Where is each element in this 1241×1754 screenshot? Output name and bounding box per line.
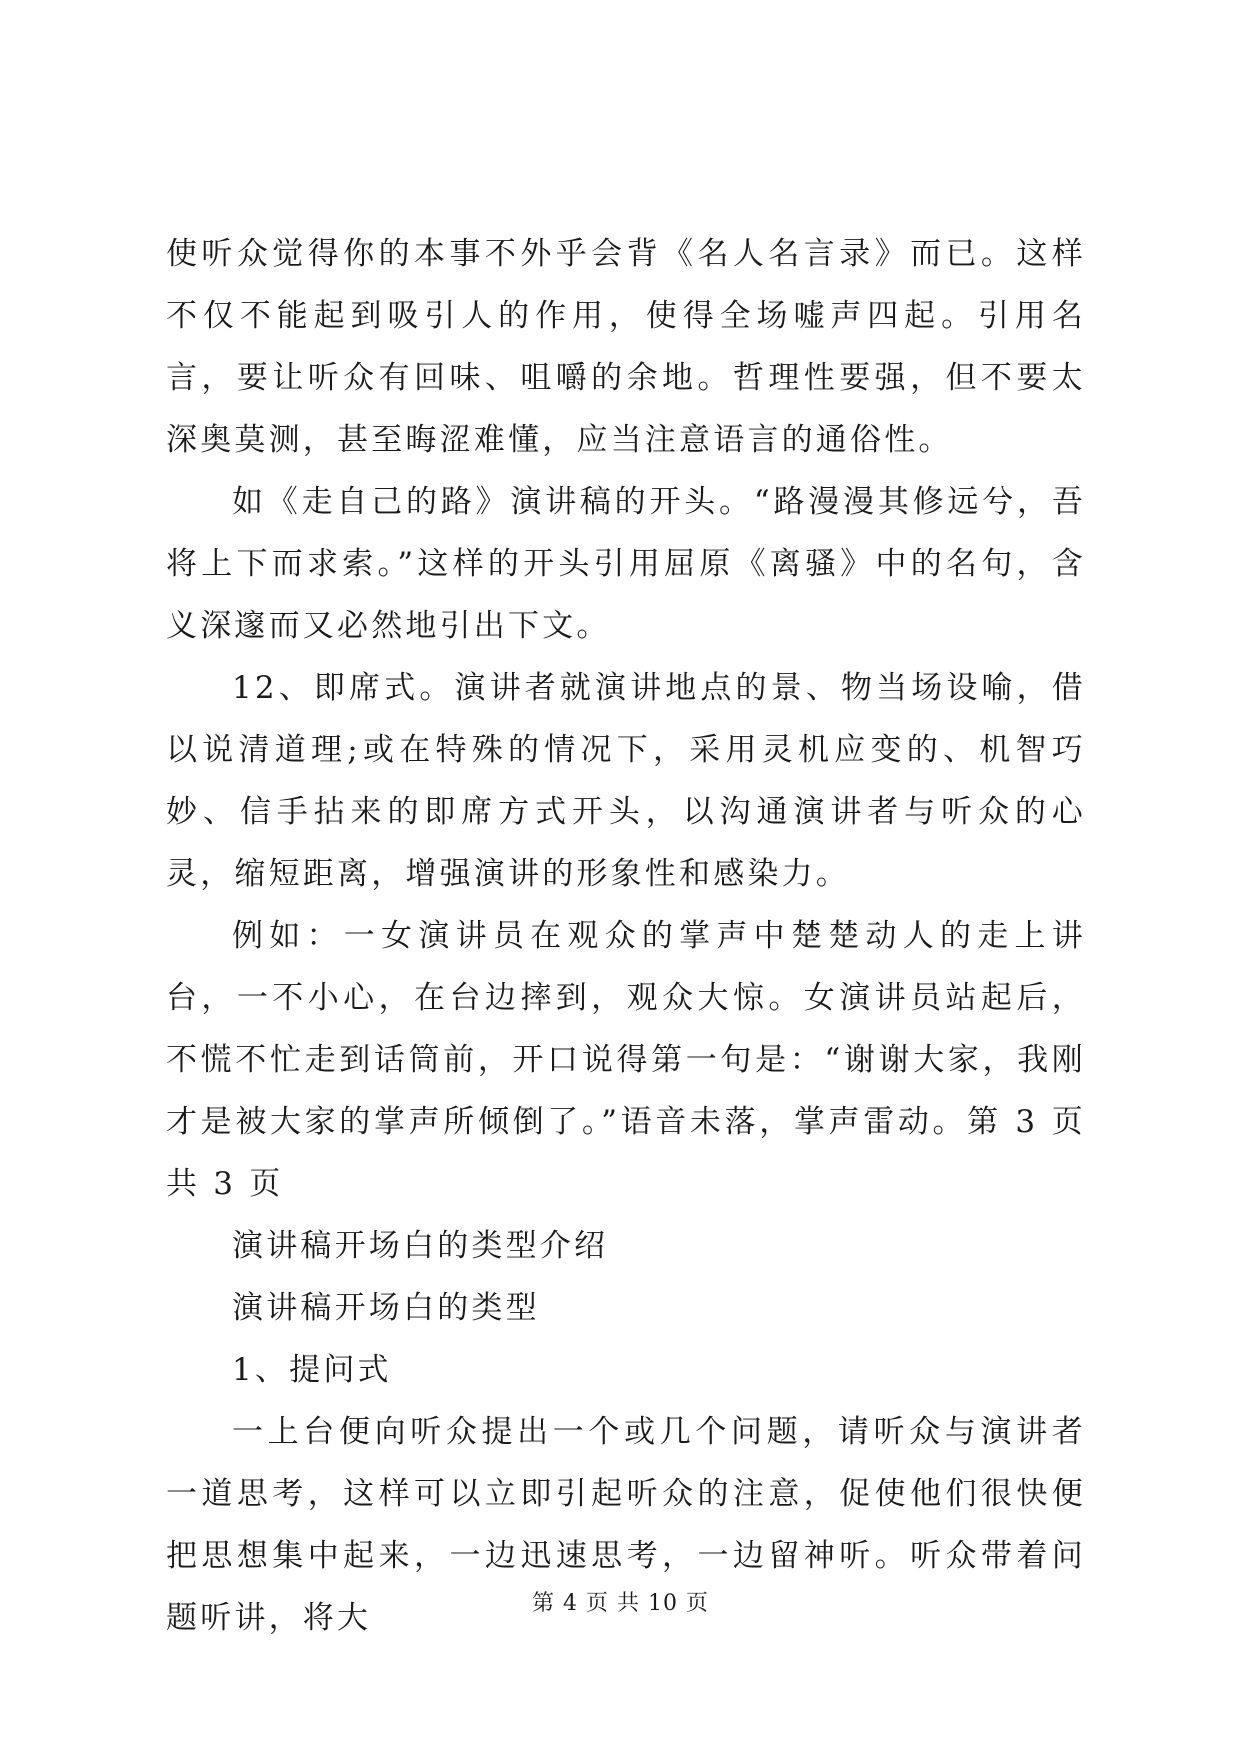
page-footer: 第 4 页 共 10 页 (532, 1591, 709, 1616)
paragraph: 12、即席式。演讲者就演讲地点的景、物当场设喻，借以说清道理;或在特殊的情况下，采用灵机应变的、机智巧妙、信手拈来的即席方式开头，以沟通演讲者与听众的心灵，缩短距离，增强演讲的形象性和感染力。 (166, 670, 1086, 892)
paragraph: 一上台便向听众提出一个或几个问题，请听众与演讲者一道思考，这样可以立即引起听众的注意，促使他们很快便把思想集中起来，一边迅速思考，一边留神听。听众带着问题听讲，将大 (166, 1414, 1086, 1636)
paragraph: 如《走自己的路》演讲稿的开头。“路漫漫其修远兮，吾将上下而求索。”这样的开头引用屈原《离骚》中的名句，含义深邃而又必然地引出下文。 (166, 484, 1086, 644)
paragraph: 例如：一女演讲员在观众的掌声中楚楚动人的走上讲台，一不小心，在台边摔到，观众大惊。女演讲员站起后，不慌不忙走到话筒前，开口说得第一句是：“谢谢大家，我刚才是被大家的掌声所倾倒了。”语音未落，掌声雷动。第 3 页共 3 页 (166, 918, 1086, 1202)
list-heading: 1、提问式 (232, 1352, 392, 1388)
document-body (166, 223, 1086, 1649)
section-title: 演讲稿开场白的类型介绍 (232, 1228, 609, 1264)
section-subtitle: 演讲稿开场白的类型 (232, 1290, 540, 1326)
paragraph: 使听众觉得你的本事不外乎会背《名人名言录》而已。这样不仅不能起到吸引人的作用，使得全场嘘声四起。引用名言，要让听众有回味、咀嚼的余地。哲理性要强，但不要太深奥莫测，甚至晦涩难懂，应当注意语言的通俗性。 (166, 236, 1086, 458)
